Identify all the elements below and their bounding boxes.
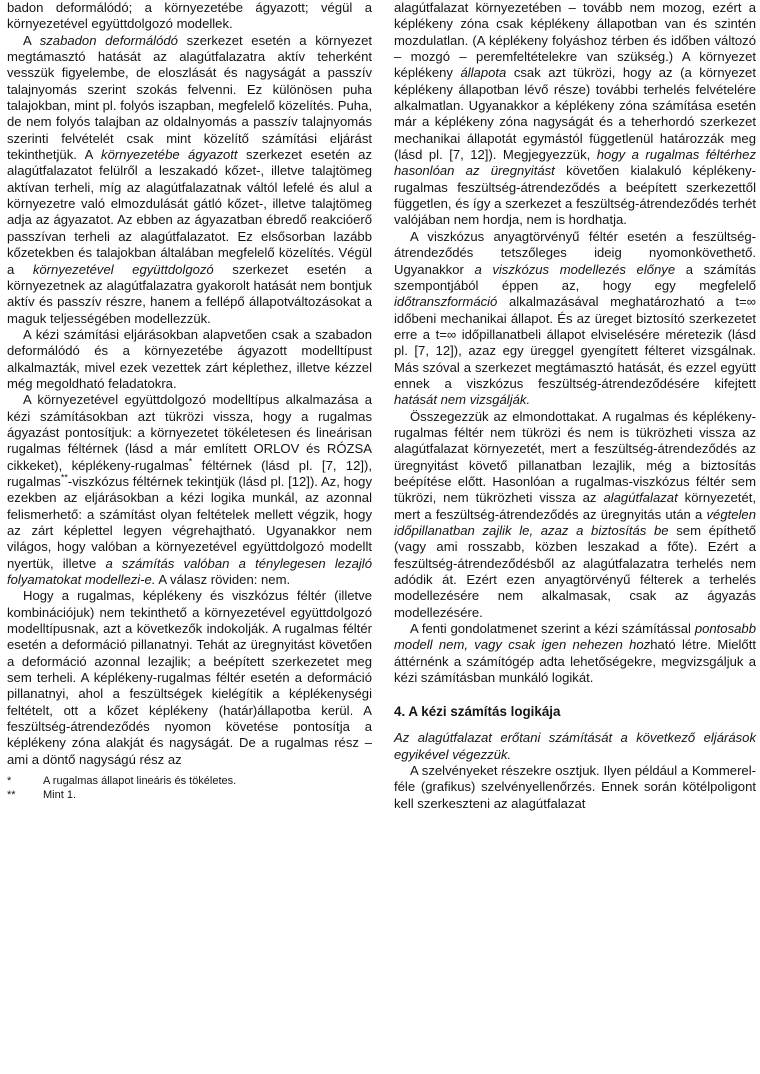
right-column-body [394,0,756,686]
text-run: Összegezzük az elmondottakat. A rugalmas és képlékeny-rugalmas féltér nem tükrözi és nem is tükrözheti vissza az alagútfalazat környezetét, mert a feszültség-átrendeződés az üregnyitást követő pillanatban lezajlik, még a biztosítás beépítése előtt. Hasonlóan a rugalmas-viszkózus féltér sem tükrözi, nem tükrözheti vissza az [394,408,756,506]
section-heading: 4. A kézi számítás logikája [394,704,561,720]
paragraph [394,409,756,621]
paragraph [7,327,372,392]
italic-text: Az alagútfalazat erőtani számítását a következő eljárások egyikével végezzük. [394,730,756,762]
text-run: A kézi számítási eljárásokban alapvetően csak a szabadon deformálódó és a környezetébe ágyazott modelltípust alkalmazták, mivel ezek vezettek zárt képlethez, illetve kézzel még megoldható feladatokra. [7,326,372,391]
footnote-marker: ** [7,788,16,801]
text-run: A fenti gondolatmenet szerint a kézi számítással [410,621,695,637]
right-column [394,0,756,812]
text-run: A szelvényeket részekre osztjuk. Ilyen például a Kommerel-féle (grafikus) szelvényellenőrzés. Ennek során kötélpoligont kell szerkeszteni az alagútfalazat [394,763,756,811]
paragraph [394,0,756,229]
text-run: a számítás szempontjából éppen az, hogy egy megfelelő [394,261,756,293]
italic-text: a számítás valóban a ténylegesen lezajló folyamatokat modellezi-e. [7,555,372,588]
footnote-mark: ** [60,472,68,483]
text-run: A [23,32,40,48]
text-run: Hogy a rugalmas, képlékeny és viszkózus féltér (illetve kombinációjuk) nem tekinthető a környezetével együttdolgozó modelltípusnak, azt a következők indokolják. A rugalmas féltér esetén a deformáció pillanatnyi. Tehát az üregnyitást követően a deformáció azonnal lezajlik; a beépített szerkezetet meg sem terheli. A képlékeny-rugalmas féltér esetén a deformáció pillanatnyi, ahol a feszültségek kielégítik a képlékenységi feltételt, ott a kőzet képlékeny (határ)állapotba kerül. A feszültség-átrendeződés nyomon követése pontosítja a képlékeny zóna alakját és nagyságát. De a rugalmas rész – ami a döntő nagyságú rész az [7,588,372,767]
paragraph [7,33,372,327]
paragraph [394,763,756,812]
text-run: A környezetével együttdolgozó modelltípus alkalmazása a kézi számításokban azt tükrözi vissza, hogy a rugalmas ágyazást pontosítjuk: a környezetet tökéletesen és lineárisan rugalmas féltérnek (lásd a már említett ORLOV és RÓZSA cikkeket), képlékeny-rugalmas [7,392,372,473]
text-run: alagútfalazat környezetében – tovább nem mozog, ezért a képlékeny zóna csak képlékeny állapotban van és szintén mozdulatlan. (A képlékeny folyáshoz térben és időben változó – mozgó – peremfeltételekre van szükség.) A környezet képlékeny [394,0,756,81]
text-run: követően kialakuló képlékeny-rugalmas feszültség-átrendeződés a beépített szerkezettől független, és így a szerkezet a feszültség-átrendeződés terhét valójában nem hordja, nem is hordhatja. [394,163,757,228]
text-run: alkalmazásával meghatározható a t=∞ időbeni mechanikai állapot. És az üreget biztosító szerkezetet erre a t=∞ időpillanatbeli állapot elviselésére méretezik (lásd pl. [7, 12]), azaz egy üreggel gyengített félteret vizsgálnak. Más szóval a szerkezet megtámasztó hatását, és ezzel együtt ennek a viszkózus feszültség-átrendeződésére kifejtett [394,294,756,391]
italic-text: a viszkózus modellezés előnye [474,261,676,277]
left-column [7,0,372,802]
footnote-text: Mint 1. [43,788,77,801]
paragraph [7,588,372,768]
paragraph [394,621,756,686]
text-run: sem építhető (vagy ami rosszabb, közben leszakad a főte). Ezért a feszültség-átrendeződésből az alagútfalazatra terhelés nem adódik át. Ezért ezen anyagtörvényű félterek a terhelés modellezésére nem alkalmasak, csak az ágyazás modellezésére. [394,523,756,620]
right-column-body-after-heading [394,730,756,812]
text-run: A válasz röviden: nem. [155,572,291,588]
text-run: csak azt tükrözi, hogy az (a környezet képlékeny állapotban lévő része) további terhelés felvételére alkalmatlan. Ugyanakkor a képlékeny zóna számítása esetén már a képlékeny zóna nagyságát és a teherhordó szerkezet mechanikai állapotát egymástól függetlenül határozzák meg (lásd pl. [7, 12]). Megjegyezzük, [394,65,756,163]
italic-text: alagútfalazat [603,490,678,506]
footnote-text: A rugalmas állapot lineáris és tökéletes. [43,775,237,788]
italic-text: állapota [460,65,507,81]
paragraph [394,229,756,409]
paragraph [394,730,756,763]
italic-text: hogy a rugalmas féltérhez hasonlóan az üregnyitást [394,147,756,179]
footnote-mark: * [188,456,193,467]
italic-text: környezetébe ágyazott [101,147,238,163]
italic-text: környezetével együttdolgozó [32,261,214,277]
left-column-body [7,0,372,768]
footnote-marker: * [7,775,12,788]
italic-text: végtelen időpillanatban zajlik le, azaz a biztosítás be [394,506,756,538]
paragraph [7,392,372,588]
text-run: környezetét, mert a feszültség-átrendeződés az üregnyitás után a [394,490,757,522]
italic-text: hatását nem vizsgálják. [394,392,531,408]
text-run: ható létre. Mielőtt áttérnénk a számítógép adta lehetőségekre, megvizsgáljuk a kézi számításban munkáló logikát. [394,637,756,686]
text-run: szerkezet esetén a környezet megtámasztó hatását az alagútfalazatra aktív teherként vesszük figyelembe, de eloszlását és nagyságát a passzív talajnyomás szerint szokás felvenni. Ez különösen puha talajokban, mint pl. folyós iszapban, megfelelő közelítés. Puha, de nem folyós talajban az oldalnyomás a passzív talajnyomás szerinti felvételét csak mint közelítő számítási eljárást tekinthetjük. A [7,32,372,163]
text-run: badon deformálódó; a környezetébe ágyazott; végül a környezetével együttdolgozó modellek. [7,0,372,32]
text-run: -viszkózus féltérnek tekintjük (lásd pl. [12]). Az, hogy ezekben az eljárásokban a kézi logika munkál, az azonnal felismerhető: a számítást olyan feltételek mellett végzik, hogy az zárt képlettel legyen végrehajtható. Ugyanakkor nem világos, hogy valóban a környezetével együttdolgozó modellt nyertük, illetve [7,473,372,571]
paragraph [7,0,372,33]
footnotes [7,775,372,802]
text-run: A viszkózus anyagtörvényű féltér esetén a feszültség-átrendeződés tetszőleges ideig nyomonkövethető. Ugyanakkor [394,228,756,277]
italic-text: pontosabb modell nem, vagy csak igen nehezen hoz [394,621,756,653]
footnote [7,789,372,803]
text-run: féltérnek (lásd pl. [7, 12]), rugalmas [7,457,372,489]
text-run: szerkezet esetén a környezetnek az alagútfalazatra gyakorolt hatását nem bontjuk aktív és passzív részre, hanem a fellépő állapotváltozásokat a maguk teljességében modellezzük. [7,261,372,326]
footnote [7,775,372,789]
italic-text: szabadon deformálódó [39,32,178,48]
text-run: szerkezet esetén az alagútfalazatot felülről a leszakadó kőzet-, illetve talajtömeg aktívan terheli, míg az alagútfalazatnak váltól lefelé és alul a környezetre való elmozdulását gátló kőzet-, illetve talajtömeg adja az ágyazatot. Az ebben az ágyazatban ébredő reakcióerő passzívan terheli az alagútfalazatot. Ez elsősorban lazább kőzetekben és talajokban általában megfelelő közelítés. Végül a [7,147,373,277]
italic-text: időtranszformáció [394,294,498,310]
